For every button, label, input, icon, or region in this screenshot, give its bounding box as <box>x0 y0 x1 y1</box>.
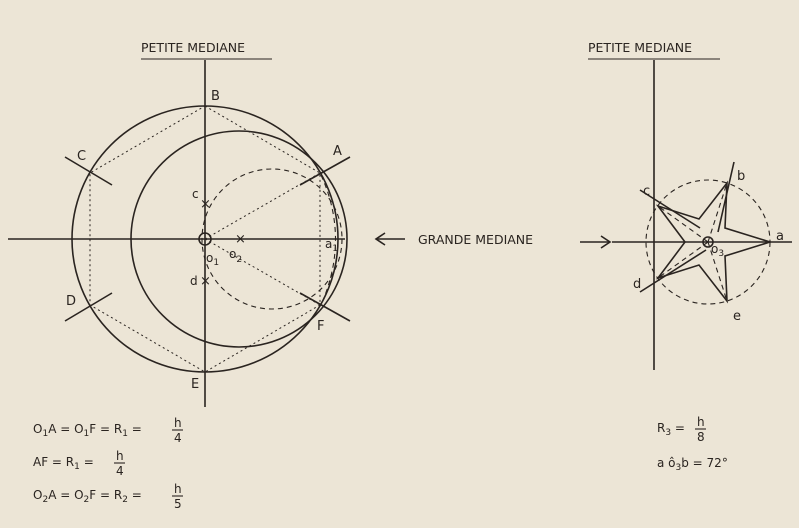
label-small-b: b <box>737 169 746 184</box>
svg-text:O1A = O1F = R1 =: $O_1A = O_1F = R_1$ = <box>33 422 142 439</box>
label-a1: $a_1$ <box>325 237 339 254</box>
grande-mediane-label: GRANDE MEDIANE <box>418 232 534 247</box>
svg-text:O2A = O2F = R2 =: $O_2A = O_2F = R_2$ = <box>33 488 142 505</box>
label-b: B <box>211 89 220 104</box>
fraction-num-2: h <box>116 449 124 463</box>
svg-text:AF = R1 =: AF = $R_1$ = <box>33 455 94 472</box>
formula-r3 <box>657 415 706 444</box>
right-formulas <box>657 415 728 473</box>
ray-b <box>708 183 727 242</box>
label-o3: $o_3$ <box>711 242 725 259</box>
ray-c <box>658 206 708 242</box>
label-e: E <box>191 377 200 392</box>
label-small-c-right: c <box>643 184 651 199</box>
label-o1: $o_1$ <box>206 251 220 268</box>
grande-mediane-group <box>376 232 610 248</box>
fraction-den-2: 4 <box>116 464 124 478</box>
label-d: D <box>66 294 77 309</box>
formula-o2a <box>33 482 183 511</box>
formula-o1a <box>33 416 183 445</box>
label-small-c: c <box>192 187 199 201</box>
right-figure <box>588 40 792 370</box>
right-title: PETITE MEDIANE <box>588 40 693 55</box>
label-o2: $o_2$ <box>229 247 243 265</box>
fraction-den-3: 5 <box>174 497 182 511</box>
fraction-den-r3: 8 <box>697 430 705 444</box>
label-c: C <box>77 149 87 164</box>
ext-line-d <box>640 250 706 292</box>
ray-d <box>658 242 708 278</box>
left-formulas <box>33 416 183 511</box>
label-small-a: a <box>776 229 784 244</box>
fraction-num-r3: h <box>697 415 705 429</box>
tick-c <box>65 157 112 185</box>
label-a: A <box>333 144 342 159</box>
label-small-d-right: d <box>633 277 642 292</box>
fraction-num-1: h <box>174 416 182 430</box>
left-figure <box>8 40 350 407</box>
formula-af <box>33 449 125 478</box>
svg-text:R3 =: $R_3$ = <box>657 421 685 438</box>
o2-cross: × <box>235 232 246 247</box>
formula-angle: a $ô_3b = 72^\circ$ <box>657 456 728 473</box>
fraction-den-1: 4 <box>174 431 182 445</box>
fraction-num-3: h <box>174 482 182 496</box>
left-title: PETITE MEDIANE <box>141 40 246 55</box>
c-cross: × <box>200 197 211 212</box>
label-f: F <box>317 319 325 334</box>
label-small-e: e <box>733 309 741 324</box>
d-cross: × <box>200 274 211 289</box>
label-small-d: d <box>190 274 198 288</box>
